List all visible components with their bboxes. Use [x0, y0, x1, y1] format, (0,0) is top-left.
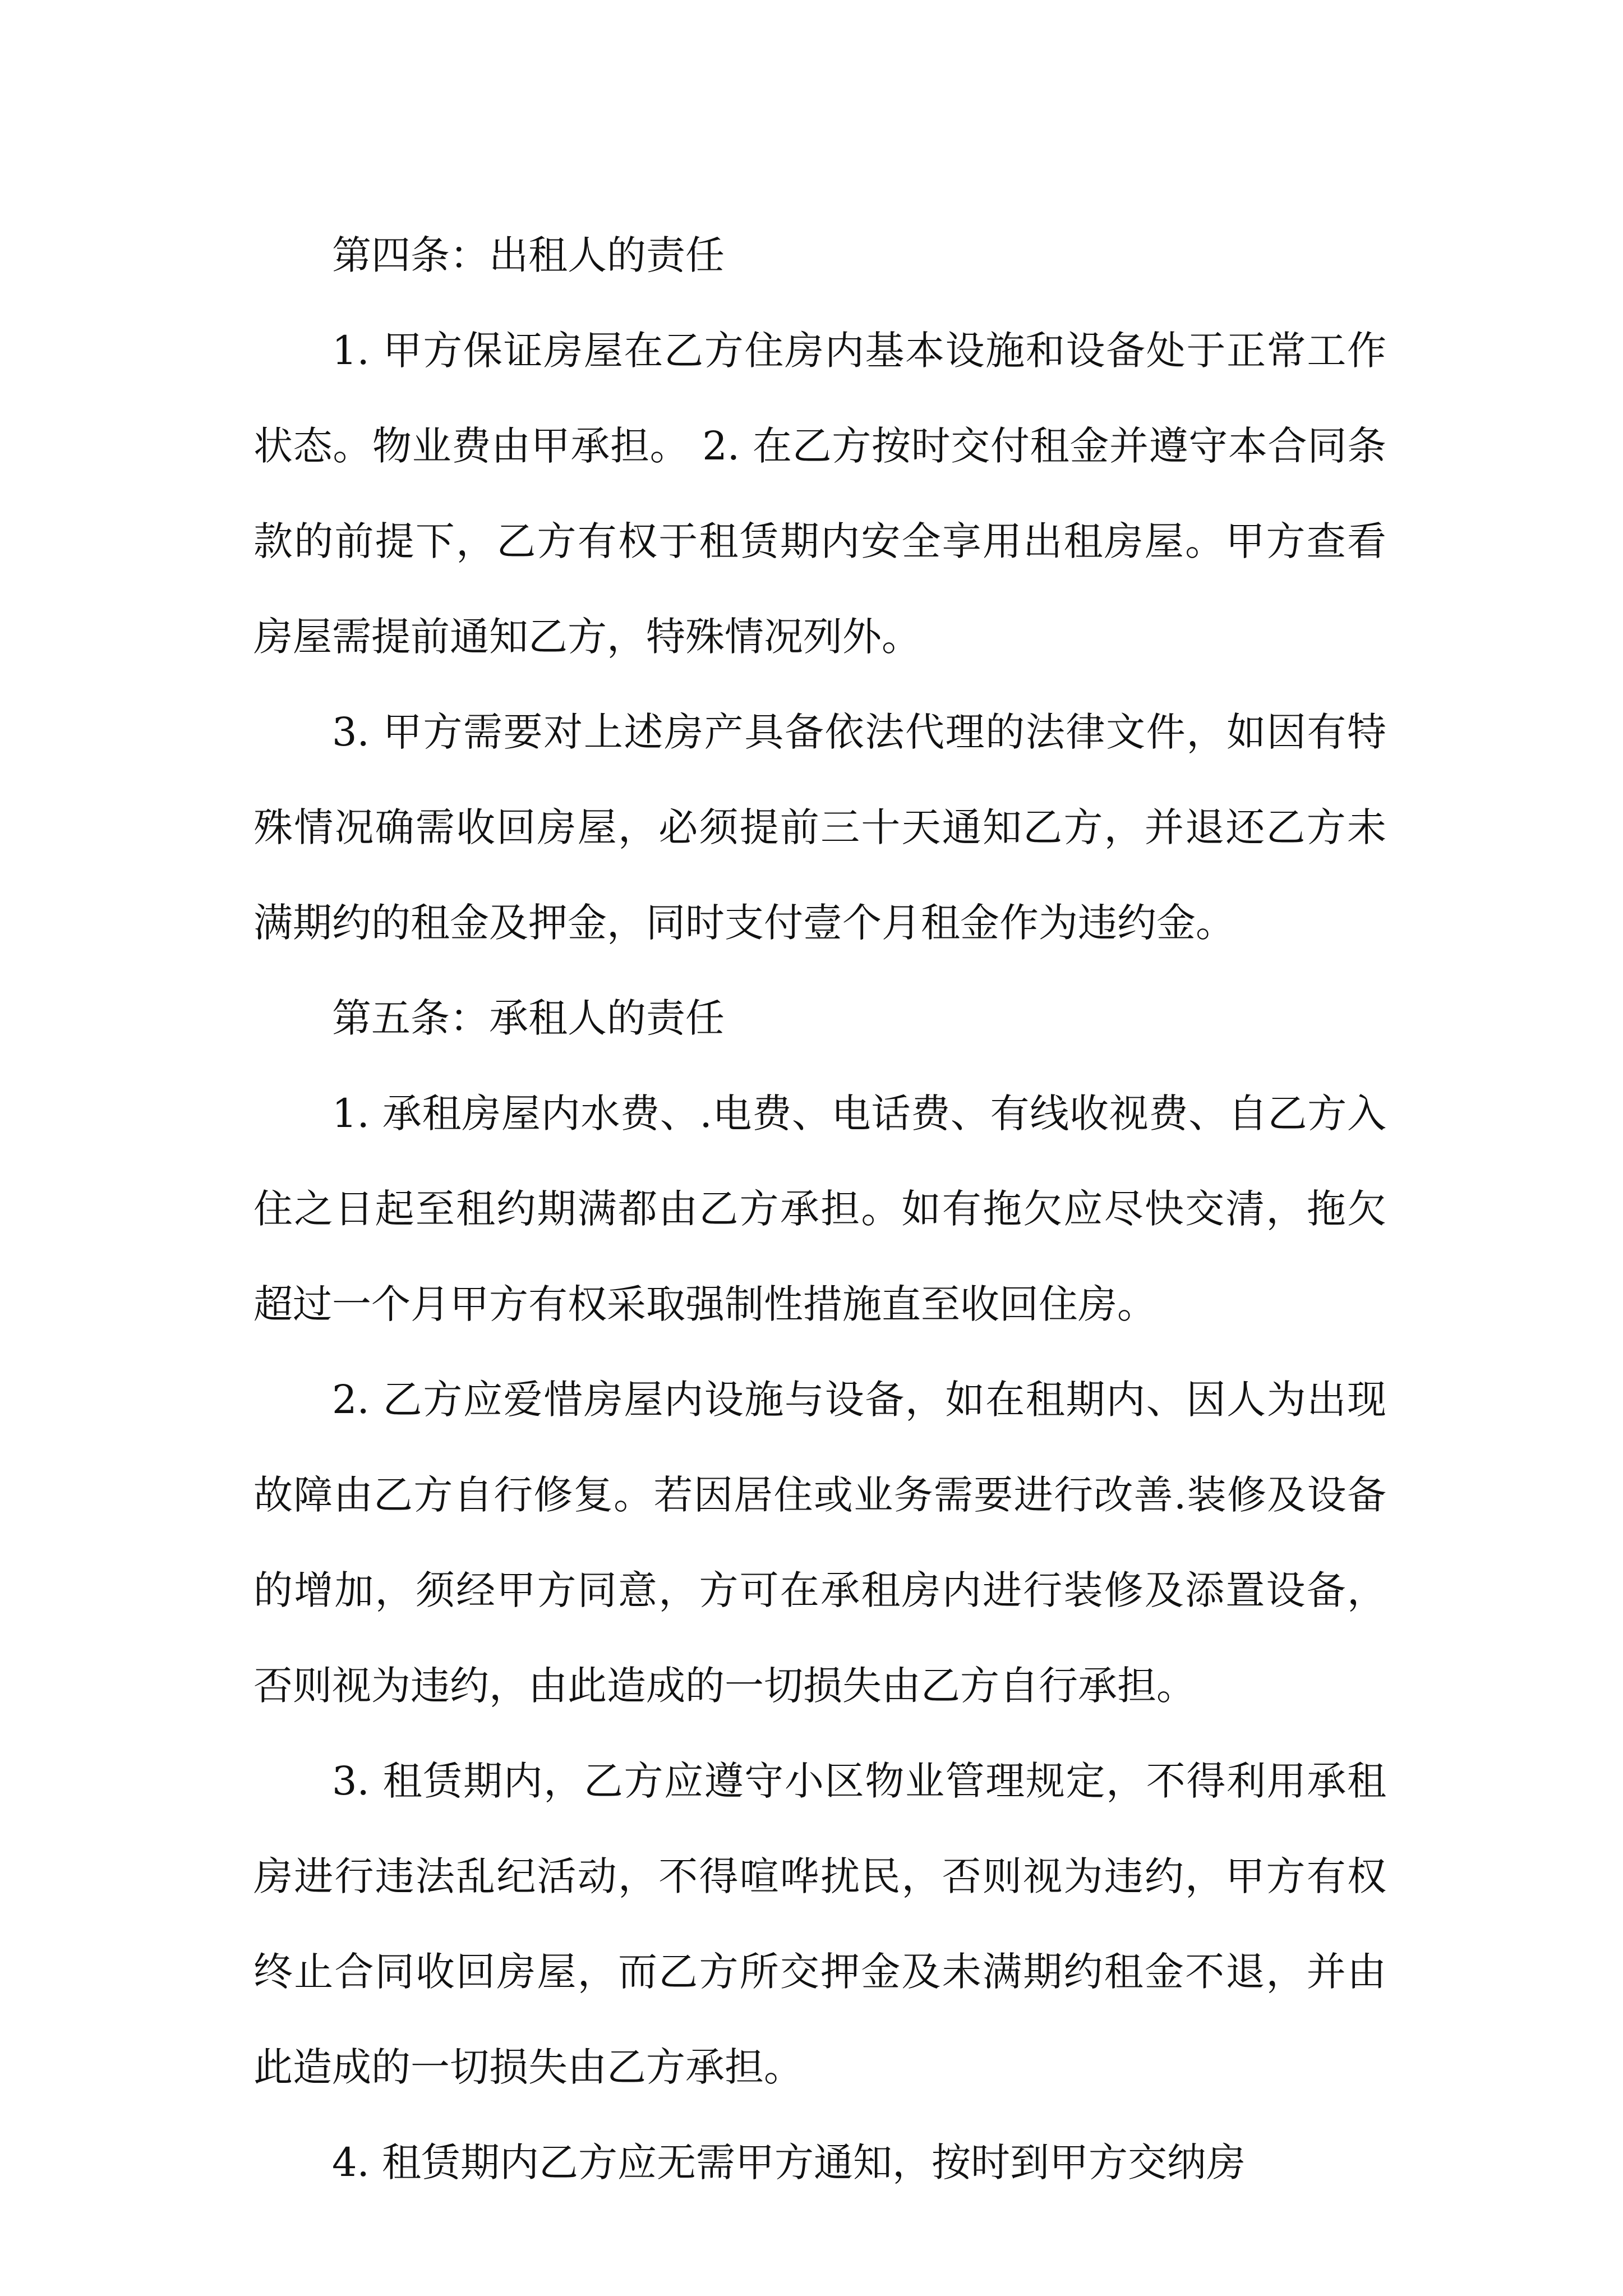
article-5-heading: 第五条：承租人的责任: [332, 995, 725, 1041]
article-4-clause-1-2: 1. 甲方保证房屋在乙方住房内基本设施和设备处于正常工作状态。物业费由甲承担。 2. 在乙方按时交付租金并遵守本合同条款的前提下，乙方有权于租赁期内安全享用出租房屋。甲方查看房屋需提前通知乙方，特殊情况列外。: [253, 328, 1386, 660]
article-5-clause-4: 4. 租赁期内乙方应无需甲方通知，按时到甲方交纳房: [332, 2139, 1246, 2185]
article-4-clause-3: 3. 甲方需要对上述房产具备依法代理的法律文件，如因有特殊情况确需收回房屋，必须提前三十天通知乙方，并退还乙方未满期约的租金及押金，同时支付壹个月租金作为违约金。: [253, 709, 1386, 946]
article-5-clause-1: 1. 承租房屋内水费、.电费、电话费、有线收视费、自乙方入住之日起至租约期满都由乙方承担。如有拖欠应尽快交清，拖欠超过一个月甲方有权采取强制性措施直至收回住房。: [253, 1091, 1386, 1327]
article-5-clause-2: 2. 乙方应爱惜房屋内设施与设备，如在租期内、因人为出现故障由乙方自行修复。若因居住或业务需要进行改善.装修及设备的增加，须经甲方同意，方可在承租房内进行装修及添置设备，否则视为违约，由此造成的一切损失由乙方自行承担。: [253, 1377, 1386, 1709]
document-body: [253, 208, 1386, 2210]
article-5-clause-3: 3. 租赁期内，乙方应遵守小区物业管理规定，不得利用承租房进行违法乱纪活动，不得喧哗扰民，否则视为违约，甲方有权终止合同收回房屋，而乙方所交押金及未满期约租金不退，并由此造成的一切损失由乙方承担。: [253, 1758, 1386, 2090]
article-4-heading: 第四条：出租人的责任: [332, 232, 725, 278]
